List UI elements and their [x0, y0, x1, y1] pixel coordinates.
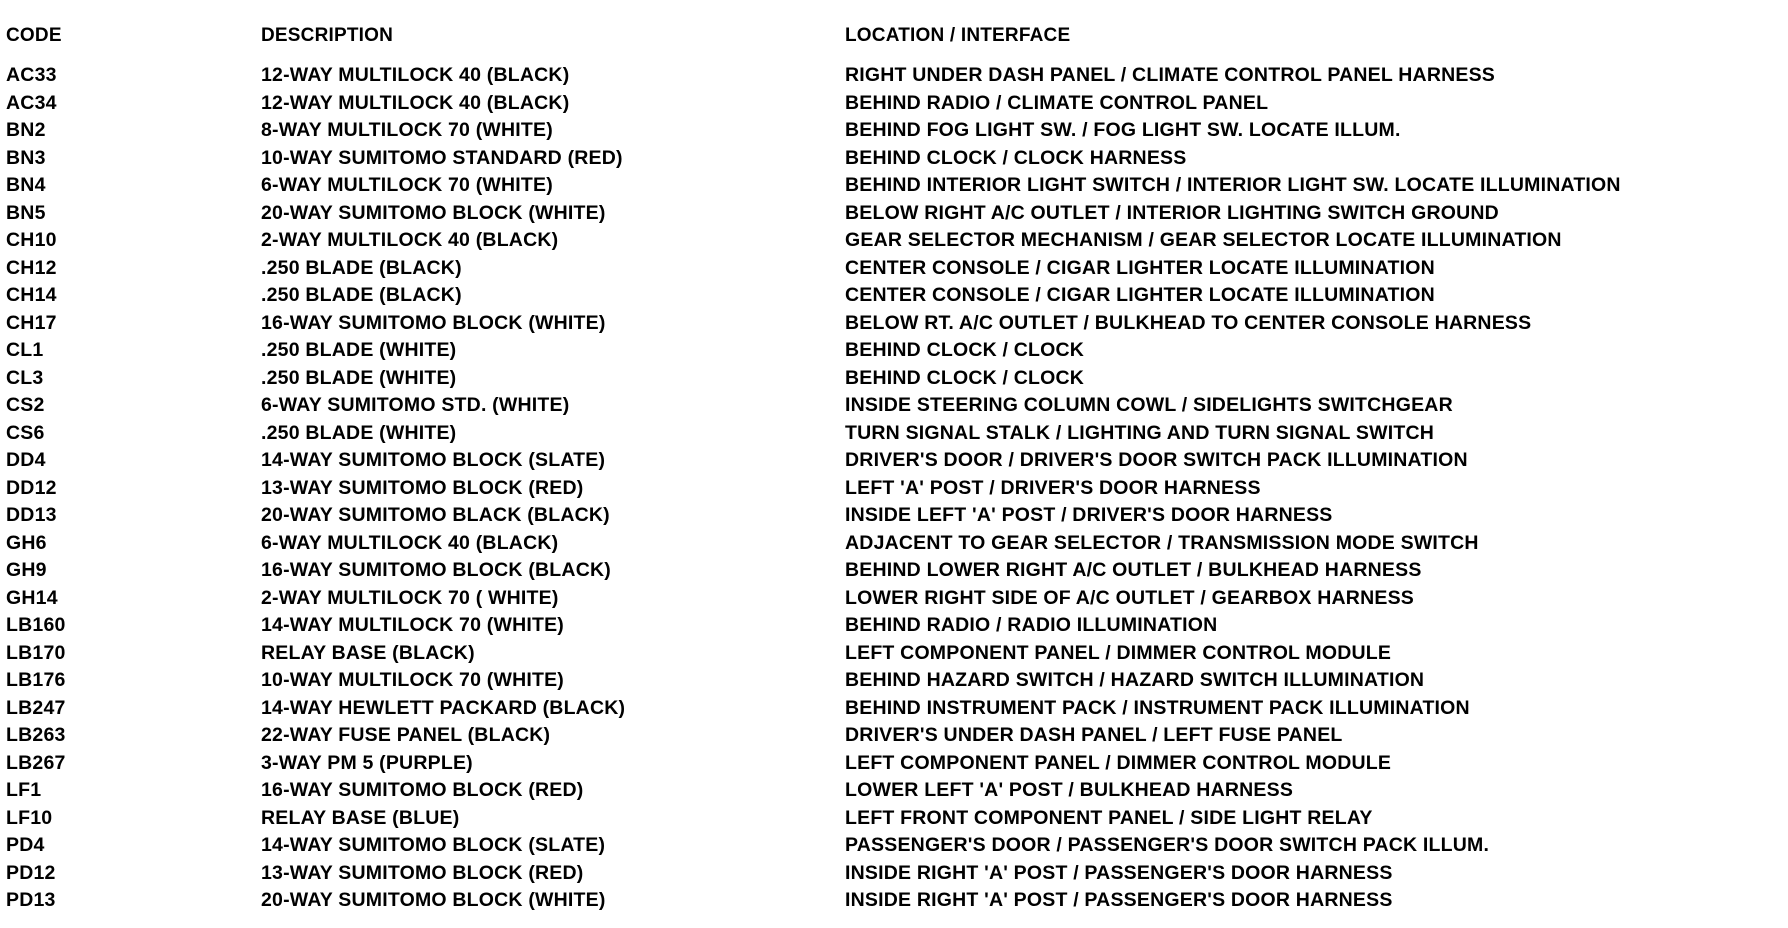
code-cell: DD12: [6, 476, 57, 499]
table-row: [0, 695, 1788, 723]
description-cell: 16-WAY SUMITOMO BLOCK (BLACK): [261, 559, 611, 581]
table-row: [0, 475, 1788, 503]
description-cell: 14-WAY MULTILOCK 70 (WHITE): [261, 614, 564, 636]
code-cell: CS2: [6, 394, 45, 416]
code-cell: GH6: [6, 531, 47, 554]
code-cell: LB267: [6, 751, 66, 774]
code-cell: PD4: [6, 834, 45, 856]
table-row: [0, 832, 1788, 860]
description-cell: 20-WAY SUMITOMO BLACK (BLACK): [261, 504, 610, 526]
code-cell: LB263: [6, 724, 66, 746]
location-cell: BEHIND CLOCK / CLOCK: [845, 366, 1085, 389]
table-row: [0, 860, 1788, 888]
description-cell: 6-WAY MULTILOCK 40 (BLACK): [261, 531, 559, 554]
table-row: [0, 420, 1788, 448]
table-row: [0, 557, 1788, 585]
location-cell: GEAR SELECTOR MECHANISM / GEAR SELECTOR LOCATE ILLUMINATION: [845, 229, 1562, 251]
table-row: [0, 310, 1788, 338]
code-cell: DD13: [6, 504, 57, 526]
code-cell: GH9: [6, 559, 47, 581]
table-row: [0, 90, 1788, 118]
location-cell: LEFT FRONT COMPONENT PANEL / SIDE LIGHT RELAY: [845, 806, 1373, 829]
description-cell: .250 BLADE (BLACK): [261, 284, 462, 306]
location-cell: BEHIND RADIO / CLIMATE CONTROL PANEL: [845, 91, 1269, 114]
description-cell: 12-WAY MULTILOCK 40 (BLACK): [261, 64, 570, 86]
description-cell: 13-WAY SUMITOMO BLOCK (RED): [261, 476, 584, 499]
location-cell: TURN SIGNAL STALK / LIGHTING AND TURN SIGNAL SWITCH: [845, 421, 1435, 444]
location-cell: BEHIND HAZARD SWITCH / HAZARD SWITCH ILLUMINATION: [845, 669, 1425, 691]
location-cell: BEHIND FOG LIGHT SW. / FOG LIGHT SW. LOCATE ILLUM.: [845, 119, 1401, 141]
location-cell: BEHIND LOWER RIGHT A/C OUTLET / BULKHEAD HARNESS: [845, 559, 1422, 581]
location-cell: BEHIND INSTRUMENT PACK / INSTRUMENT PACK ILLUMINATION: [845, 696, 1470, 719]
description-cell: 2-WAY MULTILOCK 70 ( WHITE): [261, 586, 559, 609]
description-cell: .250 BLADE (WHITE): [261, 421, 457, 444]
code-cell: PD13: [6, 889, 56, 911]
code-cell: LB176: [6, 669, 66, 691]
description-cell: .250 BLADE (BLACK): [261, 256, 462, 279]
table-row: [0, 667, 1788, 695]
location-cell: BEHIND CLOCK / CLOCK: [845, 339, 1085, 361]
location-cell: LOWER RIGHT SIDE OF A/C OUTLET / GEARBOX HARNESS: [845, 586, 1414, 609]
code-cell: DD4: [6, 449, 46, 471]
location-cell: LEFT COMPONENT PANEL / DIMMER CONTROL MODULE: [845, 751, 1392, 774]
location-cell: BELOW RIGHT A/C OUTLET / INTERIOR LIGHTING SWITCH GROUND: [845, 201, 1499, 224]
code-cell: AC33: [6, 64, 57, 86]
description-cell: 10-WAY MULTILOCK 70 (WHITE): [261, 669, 564, 691]
code-cell: BN5: [6, 201, 46, 224]
description-cell: 16-WAY SUMITOMO BLOCK (RED): [261, 779, 584, 801]
table-row: [0, 805, 1788, 833]
code-cell: LF10: [6, 806, 53, 829]
code-cell: CL1: [6, 339, 44, 361]
table-body: [0, 62, 1788, 915]
description-cell: RELAY BASE (BLUE): [261, 806, 460, 829]
description-cell: 10-WAY SUMITOMO STANDARD (RED): [261, 146, 623, 169]
code-cell: LB170: [6, 641, 66, 664]
table-row: [0, 612, 1788, 640]
table-row: [0, 62, 1788, 90]
code-cell: CH12: [6, 256, 57, 279]
location-cell: LEFT COMPONENT PANEL / DIMMER CONTROL MODULE: [845, 641, 1392, 664]
table-row: [0, 447, 1788, 475]
table-row: [0, 585, 1788, 613]
table-row: [0, 640, 1788, 668]
table-row: [0, 502, 1788, 530]
location-cell: PASSENGER'S DOOR / PASSENGER'S DOOR SWITCH PACK ILLUM.: [845, 834, 1490, 856]
location-cell: CENTER CONSOLE / CIGAR LIGHTER LOCATE ILLUMINATION: [845, 256, 1435, 279]
location-column-header: LOCATION / INTERFACE: [845, 25, 1071, 46]
location-cell: CENTER CONSOLE / CIGAR LIGHTER LOCATE ILLUMINATION: [845, 284, 1435, 306]
description-cell: 12-WAY MULTILOCK 40 (BLACK): [261, 91, 570, 114]
table-row: [0, 282, 1788, 310]
table-row: [0, 392, 1788, 420]
table-row: [0, 777, 1788, 805]
description-cell: .250 BLADE (WHITE): [261, 339, 457, 361]
location-cell: BEHIND CLOCK / CLOCK HARNESS: [845, 146, 1187, 169]
description-cell: 14-WAY SUMITOMO BLOCK (SLATE): [261, 449, 606, 471]
description-cell: 16-WAY SUMITOMO BLOCK (WHITE): [261, 311, 606, 334]
code-cell: PD12: [6, 861, 56, 884]
location-cell: BEHIND RADIO / RADIO ILLUMINATION: [845, 614, 1218, 636]
location-cell: RIGHT UNDER DASH PANEL / CLIMATE CONTROL PANEL HARNESS: [845, 64, 1495, 86]
location-cell: INSIDE RIGHT 'A' POST / PASSENGER'S DOOR HARNESS: [845, 861, 1393, 884]
table-row: [0, 337, 1788, 365]
description-cell: .250 BLADE (WHITE): [261, 366, 457, 389]
code-cell: CS6: [6, 421, 45, 444]
table-row: [0, 117, 1788, 145]
description-cell: 6-WAY SUMITOMO STD. (WHITE): [261, 394, 570, 416]
table-row: [0, 255, 1788, 283]
code-cell: CL3: [6, 366, 44, 389]
location-cell: LEFT 'A' POST / DRIVER'S DOOR HARNESS: [845, 476, 1261, 499]
table-row: [0, 530, 1788, 558]
code-cell: BN3: [6, 146, 46, 169]
description-cell: RELAY BASE (BLACK): [261, 641, 475, 664]
code-cell: CH10: [6, 229, 57, 251]
table-row: [0, 227, 1788, 255]
description-column-header: DESCRIPTION: [261, 25, 394, 46]
code-cell: LB247: [6, 696, 66, 719]
description-cell: 22-WAY FUSE PANEL (BLACK): [261, 724, 551, 746]
location-cell: INSIDE LEFT 'A' POST / DRIVER'S DOOR HARNESS: [845, 504, 1333, 526]
location-cell: DRIVER'S DOOR / DRIVER'S DOOR SWITCH PACK ILLUMINATION: [845, 449, 1468, 471]
description-cell: 3-WAY PM 5 (PURPLE): [261, 751, 473, 774]
code-cell: BN2: [6, 119, 46, 141]
description-cell: 13-WAY SUMITOMO BLOCK (RED): [261, 861, 584, 884]
table-row: [0, 365, 1788, 393]
table-row: [0, 887, 1788, 915]
location-cell: INSIDE STEERING COLUMN COWL / SIDELIGHTS SWITCHGEAR: [845, 394, 1453, 416]
table-row: [0, 145, 1788, 173]
description-cell: 14-WAY SUMITOMO BLOCK (SLATE): [261, 834, 606, 856]
code-cell: AC34: [6, 91, 57, 114]
description-cell: 20-WAY SUMITOMO BLOCK (WHITE): [261, 201, 606, 224]
description-cell: 14-WAY HEWLETT PACKARD (BLACK): [261, 696, 626, 719]
code-cell: LB160: [6, 614, 66, 636]
location-cell: BEHIND INTERIOR LIGHT SWITCH / INTERIOR LIGHT SW. LOCATE ILLUMINATION: [845, 174, 1621, 196]
location-cell: ADJACENT TO GEAR SELECTOR / TRANSMISSION MODE SWITCH: [845, 531, 1479, 554]
table-row: [0, 172, 1788, 200]
location-cell: LOWER LEFT 'A' POST / BULKHEAD HARNESS: [845, 779, 1294, 801]
table-row: [0, 722, 1788, 750]
table-row: [0, 200, 1788, 228]
code-cell: GH14: [6, 586, 58, 609]
code-cell: CH17: [6, 311, 57, 334]
description-cell: 20-WAY SUMITOMO BLOCK (WHITE): [261, 889, 606, 911]
code-cell: BN4: [6, 174, 46, 196]
description-cell: 6-WAY MULTILOCK 70 (WHITE): [261, 174, 553, 196]
table-row: [0, 750, 1788, 778]
description-cell: 8-WAY MULTILOCK 70 (WHITE): [261, 119, 553, 141]
location-cell: BELOW RT. A/C OUTLET / BULKHEAD TO CENTER CONSOLE HARNESS: [845, 311, 1532, 334]
location-cell: DRIVER'S UNDER DASH PANEL / LEFT FUSE PANEL: [845, 724, 1343, 746]
location-cell: INSIDE RIGHT 'A' POST / PASSENGER'S DOOR HARNESS: [845, 889, 1393, 911]
description-cell: 2-WAY MULTILOCK 40 (BLACK): [261, 229, 559, 251]
code-cell: LF1: [6, 779, 42, 801]
code-column-header: CODE: [6, 25, 62, 46]
code-cell: CH14: [6, 284, 57, 306]
